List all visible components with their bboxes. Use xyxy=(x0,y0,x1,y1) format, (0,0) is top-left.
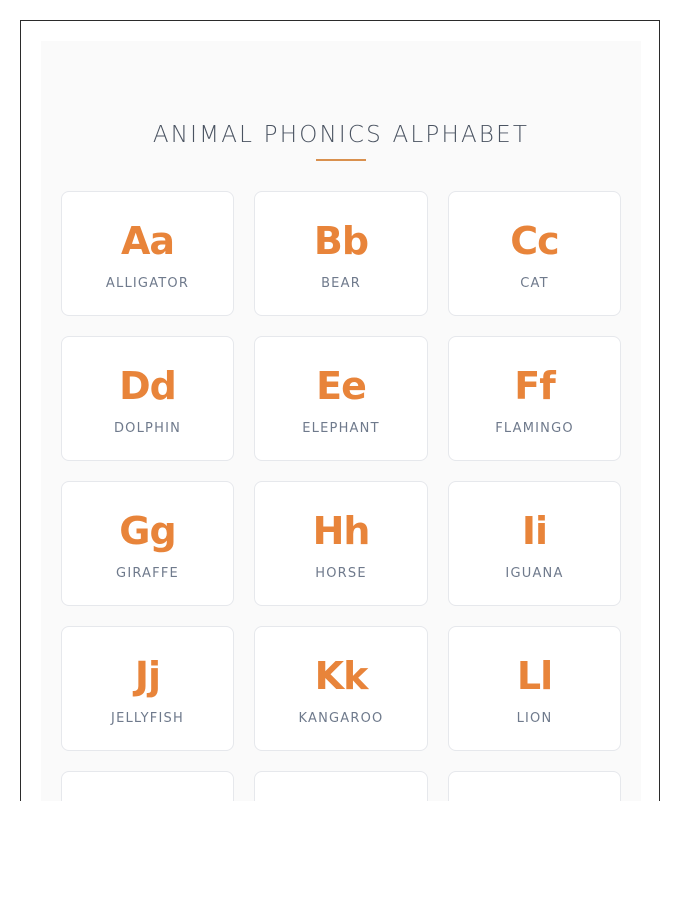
card-letter: Bb xyxy=(313,219,369,263)
page-title: ANIMAL PHONICS ALPHABET xyxy=(152,122,530,148)
card-animal-name: FLAMINGO xyxy=(495,421,574,436)
letter-card-b[interactable] xyxy=(254,191,428,316)
card-animal-name: KANGAROO xyxy=(298,711,384,726)
card-animal-name: CAT xyxy=(520,276,549,291)
card-letter: Ee xyxy=(316,364,366,408)
alphabet-card-grid xyxy=(61,191,621,801)
card-animal-name: JELLYFISH xyxy=(111,711,184,726)
page-frame xyxy=(20,20,660,801)
title-underline-divider xyxy=(316,159,366,161)
letter-card-c[interactable] xyxy=(448,191,621,316)
card-animal-name: IGUANA xyxy=(505,566,564,581)
card-letter: Ll xyxy=(516,654,553,698)
card-letter: Cc xyxy=(510,219,559,263)
card-animal-name: HORSE xyxy=(315,566,367,581)
letter-card-m[interactable] xyxy=(61,771,234,801)
letter-card-j[interactable] xyxy=(61,626,234,751)
card-letter: Ii xyxy=(521,509,548,553)
letter-card-g[interactable] xyxy=(61,481,234,606)
card-letter: Hh xyxy=(312,509,370,553)
card-letter: Aa xyxy=(120,219,175,263)
letter-card-f[interactable] xyxy=(448,336,621,461)
card-animal-name: LION xyxy=(516,711,553,726)
letter-card-h[interactable] xyxy=(254,481,428,606)
card-animal-name: DOLPHIN xyxy=(113,421,182,436)
card-animal-name: BEAR xyxy=(321,276,361,291)
letter-card-l[interactable] xyxy=(448,626,621,751)
letter-card-d[interactable] xyxy=(61,336,234,461)
card-animal-name: GIRAFFE xyxy=(116,566,179,581)
card-letter: Dd xyxy=(119,364,176,408)
card-letter: Kk xyxy=(314,654,368,698)
alphabet-panel xyxy=(41,41,641,801)
letter-card-o[interactable] xyxy=(448,771,621,801)
letter-card-a[interactable] xyxy=(61,191,234,316)
letter-card-k[interactable] xyxy=(254,626,428,751)
card-animal-name: ELEPHANT xyxy=(302,421,380,436)
card-letter: Ff xyxy=(514,364,555,408)
letter-card-n[interactable] xyxy=(254,771,428,801)
card-letter: Jj xyxy=(134,654,161,698)
letter-card-e[interactable] xyxy=(254,336,428,461)
card-letter: Gg xyxy=(119,509,176,553)
card-animal-name: ALLIGATOR xyxy=(105,276,190,291)
letter-card-i[interactable] xyxy=(448,481,621,606)
